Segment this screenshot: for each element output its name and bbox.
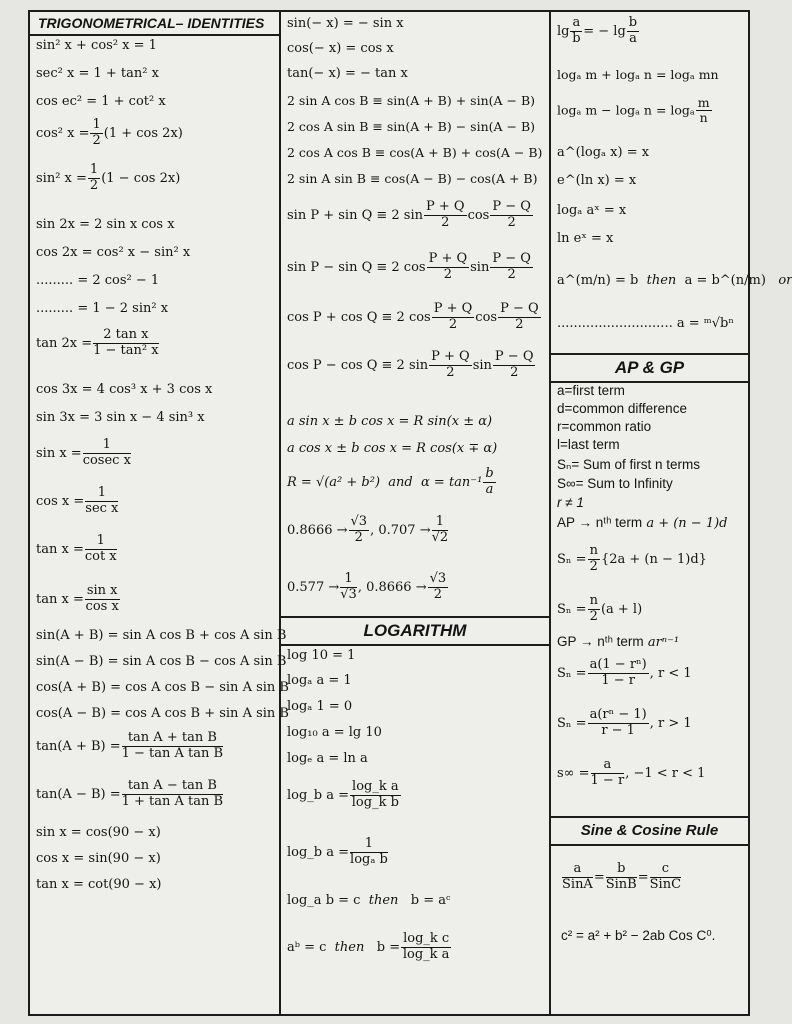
formula-sin-cofunction: sin x = cos(90 − x) bbox=[36, 825, 161, 840]
formula-e-ln: e^(ln x) = x bbox=[557, 173, 637, 188]
def-r-not-one: r ≠ 1 bbox=[557, 495, 584, 510]
formula-log-e: logₑ a = ln a bbox=[287, 751, 368, 766]
formula-diff-sin: sin P − sin Q ≡ 2 cos $\frac{P + Q}{2}$ sin $\frac{P - Q}{2}$ bbox=[287, 251, 531, 282]
formula-sine-rule: a SinA = b SinB = c SinC bbox=[562, 861, 682, 892]
formula-log-quotient: logₐ m − logₐ n = logₐ $\frac{m}{n}$ bbox=[557, 95, 710, 126]
formula-lg-inverse: lg $\frac{a}{b}$ = − lg $\frac{b}{a}$ bbox=[557, 15, 638, 46]
formula-log-definition: log_a b = c then b = aᶜ bbox=[287, 893, 451, 908]
formula-fractional-power: a^(m/n) = b then a = b^(n/m) or bbox=[557, 273, 792, 288]
sine-cosine-rule-title: Sine & Cosine Rule bbox=[551, 816, 748, 846]
logarithm-title: LOGARITHM bbox=[281, 616, 549, 646]
formula-cosine-rule: c² = a² + b² − 2ab Cos C⁰. bbox=[561, 928, 716, 943]
def-common-ratio: r=common ratio bbox=[557, 419, 652, 434]
trig-identities-title: TRIGONOMETRICAL– IDENTITIES bbox=[30, 12, 279, 36]
formula-values-1: 0.8666 → $\frac{√3}{2}$ , 0.707 → $\frac{1}{√2}$ bbox=[287, 514, 449, 545]
trig-identities-column bbox=[30, 12, 289, 1014]
ap-gp-title: AP & GP bbox=[551, 353, 748, 383]
formula-diff-cos: cos P − cos Q ≡ 2 sin $\frac{P + Q}{2}$ sin $\frac{P - Q}{2}$ bbox=[287, 349, 534, 380]
formula-sin-squared: sin² x = $\frac{1}{2}$ (1 − cos 2x) bbox=[36, 162, 181, 193]
formula-sin-negative: sin(− x) = − sin x bbox=[287, 16, 404, 31]
formula-sum-cos: cos P + cos Q ≡ 2 cos $\frac{P + Q}{2}$ cos $\frac{P - Q}{2}$ bbox=[287, 301, 539, 332]
formula-tan-sum: tan(A + B) = $\frac{\text{tan A + tan B}}{\text{1 − tan A tan B}}$ bbox=[36, 730, 224, 761]
formula-log-a-1: logₐ 1 = 0 bbox=[287, 699, 353, 714]
formula-cos-2x: cos 2x = cos² x − sin² x bbox=[36, 245, 191, 260]
formula-ap-sum-2: Sₙ = $\frac{n}{2}$ (a + l) bbox=[557, 593, 643, 624]
formula-power-log: aᵇ = c then b = $\frac{\text{log\_k c}}{\text{log\_k a}}$ bbox=[287, 931, 450, 962]
formula-cos-squared: cos² x = $\frac{1}{2}$ (1 + cos 2x) bbox=[36, 117, 183, 148]
formula-tan-sin-cos: tan x = $\frac{\text{sin x}}{\text{cos x}}$ bbox=[36, 583, 119, 614]
formula-product-cos-cos: 2 cos A cos B ≡ cos(A + B) + cos(A − B) bbox=[287, 145, 543, 160]
formula-cos-3x: cos 3x = 4 cos³ x + 3 cos x bbox=[36, 382, 213, 397]
formula-sin-cosec: sin x = $\frac{1}{\text{cosec x}}$ bbox=[36, 437, 131, 468]
def-last-term: l=last term bbox=[557, 437, 620, 452]
formula-values-2: 0.577 → $\frac{1}{√3}$ , 0.8666 → $\frac{√3}{2}$ bbox=[287, 571, 447, 602]
formula-cos-2x-alt1: ......... = 2 cos² − 1 bbox=[36, 273, 160, 288]
formula-log-a-a: logₐ a = 1 bbox=[287, 673, 352, 688]
formula-tan-negative: tan(− x) = − tan x bbox=[287, 66, 408, 81]
formula-sec-tan: sec² x = 1 + tan² x bbox=[36, 66, 159, 81]
formula-product-sin-cos: 2 sin A cos B ≡ sin(A + B) + sin(A − B) bbox=[287, 93, 536, 108]
formula-tan-cot: tan x = $\frac{1}{\text{cot x}}$ bbox=[36, 533, 117, 564]
formula-sin-3x: sin 3x = 3 sin x − 4 sin³ x bbox=[36, 410, 205, 425]
formula-sheet bbox=[28, 10, 792, 1016]
formula-cos-2x-alt2: ......... = 1 − 2 sin² x bbox=[36, 301, 169, 316]
formula-r-alpha: R = √(a² + b²) and α = tan⁻¹ $\frac{b}{a}$ bbox=[287, 466, 494, 497]
formula-sum-sin: sin P + sin Q ≡ 2 sin $\frac{P + Q}{2}$ cos $\frac{P - Q}{2}$ bbox=[287, 199, 531, 230]
formula-ln-e-power: ln eˣ = x bbox=[557, 231, 614, 246]
formula-cos-sum: cos(A + B) = cos A cos B − sin A sin B bbox=[36, 680, 289, 695]
def-sum-n-terms: Sₙ= Sum of first n terms bbox=[557, 457, 701, 472]
middle-column bbox=[281, 12, 551, 1014]
formula-ap-nth-term: AP → nᵗʰ term a + (n − 1)d bbox=[557, 515, 728, 531]
formula-reciprocal-log: log_b a = $\frac{1}{\text{logₐ b}}$ bbox=[287, 836, 388, 867]
formula-cos-sec: cos x = 1 sec x bbox=[36, 485, 119, 516]
formula-radical-form: ............................ a = ᵐ√bⁿ bbox=[557, 316, 734, 331]
formula-log10-a: log₁₀ a = lg 10 bbox=[287, 725, 382, 740]
formula-product-sin-sin: 2 sin A sin B ≡ cos(A − B) − cos(A + B) bbox=[287, 171, 538, 186]
formula-log10: log 10 = 1 bbox=[287, 648, 356, 663]
formula-sin-sum: sin(A + B) = sin A cos B + cos A sin B bbox=[36, 628, 287, 643]
formula-cos-cofunction: cos x = sin(90 − x) bbox=[36, 851, 161, 866]
formula-r-cos: a cos x ± b cos x = R cos(x ∓ α) bbox=[287, 441, 498, 456]
formula-log-product: logₐ m + logₐ n = logₐ mn bbox=[557, 67, 719, 82]
formula-gp-sum-gt1: Sₙ = $\frac{\text{a(rⁿ − 1)}}{r - 1}$ , r > 1 bbox=[557, 707, 692, 738]
formula-a-log: a^(logₐ x) = x bbox=[557, 145, 650, 160]
formula-r-sin: a sin x ± b cos x = R sin(x ± α) bbox=[287, 414, 493, 429]
formula-sin-diff: sin(A − B) = sin A cos B − cos A sin B bbox=[36, 654, 287, 669]
formula-cos-diff: cos(A − B) = cos A cos B + sin A sin B bbox=[36, 706, 289, 721]
def-sum-infinity: S∞= Sum to Infinity bbox=[557, 476, 673, 491]
formula-gp-sum-lt1: Sₙ = $\frac{\text{a(1 − rⁿ)}}{1 - r}$ , r < 1 bbox=[557, 657, 692, 688]
formula-gp-nth-term: GP → nᵗʰ term arⁿ⁻¹ bbox=[557, 634, 680, 650]
formula-ap-sum-1: Sₙ = $\frac{n}{2}$ {2a + (n − 1)d} bbox=[557, 543, 707, 574]
formula-gp-sum-infinity: s∞ = $\frac{a}{1 - r}$ , −1 < r < 1 bbox=[557, 757, 706, 788]
formula-cosec-cot: cos ec² = 1 + cot² x bbox=[36, 94, 166, 109]
formula-log-a-power: logₐ aˣ = x bbox=[557, 203, 627, 218]
formula-product-cos-sin: 2 cos A sin B ≡ sin(A + B) − sin(A − B) bbox=[287, 119, 536, 134]
formula-tan-cofunction: tan x = cot(90 − x) bbox=[36, 877, 162, 892]
formula-cos-negative: cos(− x) = cos x bbox=[287, 41, 394, 56]
def-first-term: a=first term bbox=[557, 383, 625, 398]
formula-sin-2x: sin 2x = 2 sin x cos x bbox=[36, 217, 175, 232]
formula-pythagorean: sin² x + cos² x = 1 bbox=[36, 38, 157, 53]
right-column bbox=[551, 12, 792, 1014]
def-common-difference: d=common difference bbox=[557, 401, 687, 416]
formula-tan-diff: tan(A − B) = $\frac{\text{tan A − tan B}}{\text{1 + tan A tan B}}$ bbox=[36, 778, 224, 809]
formula-tan-2x: tan 2x = $\frac{\text{2 tan x}}{\text{1 − tan² x}}$ bbox=[36, 327, 159, 358]
formula-change-base: log_b a = $\frac{\text{log\_k a}}{\text{log\_k b}}$ bbox=[287, 779, 399, 810]
